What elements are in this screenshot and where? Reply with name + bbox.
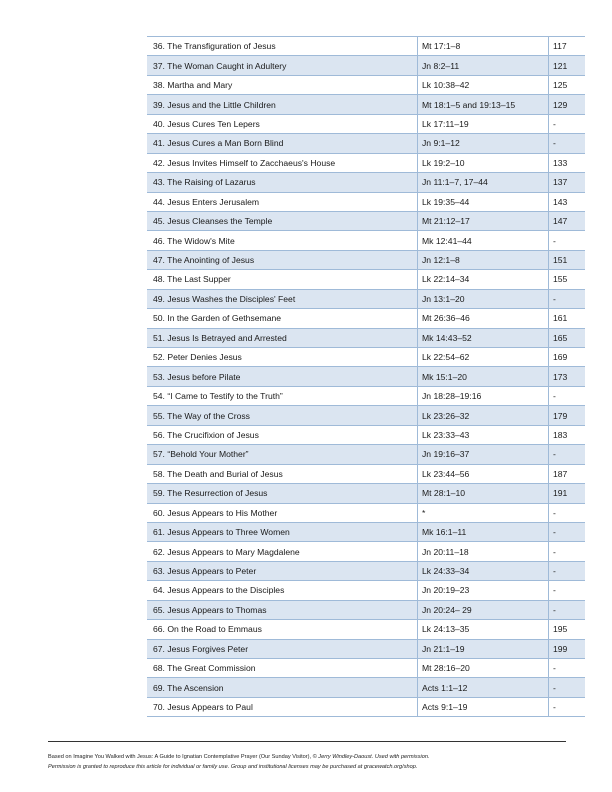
- table-row: [147, 153, 585, 172]
- scripture-reference: Lk 22:14–34: [418, 270, 549, 289]
- scripture-reference: Jn 18:28–19:16: [418, 386, 549, 405]
- table-row: [147, 192, 585, 211]
- passage-title: 45. Jesus Cleanses the Temple: [147, 211, 418, 230]
- page-number: 125: [549, 75, 586, 94]
- footer-book-title: Imagine You Walked with Jesus: A Guide to Ignatian Contemplative Prayer: [73, 754, 258, 760]
- passage-title: 49. Jesus Washes the Disciples' Feet: [147, 289, 418, 308]
- footer-copyright: © Jerry Windley-Daoust. Used with permission.: [312, 754, 430, 760]
- passage-title: 51. Jesus Is Betrayed and Arrested: [147, 328, 418, 347]
- page-number: -: [549, 386, 586, 405]
- page-number: 143: [549, 192, 586, 211]
- table-row: [147, 250, 585, 269]
- page-number: -: [549, 542, 586, 561]
- scripture-reference: Jn 20:19–23: [418, 581, 549, 600]
- table-row: [147, 425, 585, 444]
- scripture-reference: Jn 12:1–8: [418, 250, 549, 269]
- passage-title: 56. The Crucifixion of Jesus: [147, 425, 418, 444]
- table-row: [147, 309, 585, 328]
- page-number: -: [549, 134, 586, 153]
- scripture-reference: Mt 28:16–20: [418, 659, 549, 678]
- page-number: -: [549, 581, 586, 600]
- table-row: [147, 95, 585, 114]
- scripture-reference: Lk 10:38–42: [418, 75, 549, 94]
- table-row: [147, 211, 585, 230]
- table-row: [147, 37, 585, 56]
- table-row: [147, 503, 585, 522]
- page-number: -: [549, 561, 586, 580]
- passage-title: 50. In the Garden of Gethsemane: [147, 309, 418, 328]
- scripture-reference: Lk 23:26–32: [418, 406, 549, 425]
- passage-title: 48. The Last Supper: [147, 270, 418, 289]
- passage-title: 36. The Transfiguration of Jesus: [147, 37, 418, 56]
- scripture-reference: Jn 20:11–18: [418, 542, 549, 561]
- table-row: [147, 659, 585, 678]
- passage-title: 65. Jesus Appears to Thomas: [147, 600, 418, 619]
- footer-permission: Permission is granted to reproduce this article for individual or family use.: [48, 764, 231, 770]
- page-number: -: [549, 289, 586, 308]
- passage-title: 41. Jesus Cures a Man Born Blind: [147, 134, 418, 153]
- table-row: [147, 289, 585, 308]
- table-row: [147, 522, 585, 541]
- page-number: 199: [549, 639, 586, 658]
- page-number: 165: [549, 328, 586, 347]
- footer-publisher: (Our Sunday Visitor),: [257, 754, 313, 760]
- scripture-reference: Lk 23:44–56: [418, 464, 549, 483]
- page-number: 195: [549, 620, 586, 639]
- page-number: 155: [549, 270, 586, 289]
- scripture-reference: Lk 19:2–10: [418, 153, 549, 172]
- passage-title: 38. Martha and Mary: [147, 75, 418, 94]
- scripture-reference: Mt 18:1–5 and 19:13–15: [418, 95, 549, 114]
- table-row: [147, 484, 585, 503]
- page-number: 169: [549, 348, 586, 367]
- scripture-reference: Lk 24:33–34: [418, 561, 549, 580]
- page-number: -: [549, 231, 586, 250]
- footer-line-1: [48, 752, 568, 762]
- passage-title: 69. The Ascension: [147, 678, 418, 697]
- page-number: 121: [549, 56, 586, 75]
- page-number: -: [549, 678, 586, 697]
- page-number: -: [549, 445, 586, 464]
- scripture-reference: Lk 19:35–44: [418, 192, 549, 211]
- table-row: [147, 328, 585, 347]
- page-number: 137: [549, 173, 586, 192]
- scripture-reference: Jn 8:2–11: [418, 56, 549, 75]
- page-number: -: [549, 503, 586, 522]
- passage-title: 43. The Raising of Lazarus: [147, 173, 418, 192]
- footer-notice: [48, 752, 568, 772]
- scripture-reference: Acts 1:1–12: [418, 678, 549, 697]
- passage-title: 68. The Great Commission: [147, 659, 418, 678]
- passage-title: 55. The Way of the Cross: [147, 406, 418, 425]
- passage-title: 59. The Resurrection of Jesus: [147, 484, 418, 503]
- table-row: [147, 134, 585, 153]
- page-number: 173: [549, 367, 586, 386]
- page-number: -: [549, 522, 586, 541]
- table-row: [147, 639, 585, 658]
- table-row: [147, 600, 585, 619]
- table-row: [147, 542, 585, 561]
- passage-title: 60. Jesus Appears to His Mother: [147, 503, 418, 522]
- scripture-reference: Mt 28:1–10: [418, 484, 549, 503]
- scripture-reference: Mt 21:12–17: [418, 211, 549, 230]
- footer-line-2: [48, 762, 568, 772]
- page-number: 191: [549, 484, 586, 503]
- scripture-reference: Mk 14:43–52: [418, 328, 549, 347]
- passage-title: 57. “Behold Your Mother”: [147, 445, 418, 464]
- table-row: [147, 270, 585, 289]
- table-row: [147, 367, 585, 386]
- passage-title: 67. Jesus Forgives Peter: [147, 639, 418, 658]
- page-number: 147: [549, 211, 586, 230]
- table-row: [147, 620, 585, 639]
- scripture-reference: Jn 19:16–37: [418, 445, 549, 464]
- table-row: [147, 445, 585, 464]
- page-number: 179: [549, 406, 586, 425]
- passage-title: 52. Peter Denies Jesus: [147, 348, 418, 367]
- scripture-reference: *: [418, 503, 549, 522]
- page-number: -: [549, 659, 586, 678]
- table-row: [147, 386, 585, 405]
- scripture-reference: Acts 9:1–19: [418, 697, 549, 716]
- passage-title: 47. The Anointing of Jesus: [147, 250, 418, 269]
- page-number: 129: [549, 95, 586, 114]
- scripture-reference: Mk 15:1–20: [418, 367, 549, 386]
- scripture-reference: Jn 9:1–12: [418, 134, 549, 153]
- scripture-reference: Mt 26:36–46: [418, 309, 549, 328]
- passage-title: 39. Jesus and the Little Children: [147, 95, 418, 114]
- scripture-reference: Lk 24:13–35: [418, 620, 549, 639]
- scripture-reference: Jn 13:1–20: [418, 289, 549, 308]
- scripture-reference: Jn 21:1–19: [418, 639, 549, 658]
- page-number: 151: [549, 250, 586, 269]
- passage-title: 64. Jesus Appears to the Disciples: [147, 581, 418, 600]
- passage-table-body: [147, 37, 585, 717]
- page-number: -: [549, 697, 586, 716]
- table-row: [147, 406, 585, 425]
- scripture-reference: Lk 22:54–62: [418, 348, 549, 367]
- footer-based-on: Based on: [48, 754, 74, 760]
- passage-table: [147, 36, 585, 717]
- table-row: [147, 348, 585, 367]
- scripture-reference: Jn 20:24– 29: [418, 600, 549, 619]
- page-number: -: [549, 600, 586, 619]
- passage-title: 54. “I Came to Testify to the Truth”: [147, 386, 418, 405]
- passage-title: 61. Jesus Appears to Three Women: [147, 522, 418, 541]
- scripture-reference: Lk 23:33–43: [418, 425, 549, 444]
- scripture-reference: Jn 11:1–7, 17–44: [418, 173, 549, 192]
- table-row: [147, 581, 585, 600]
- scripture-reference: Mt 17:1–8: [418, 37, 549, 56]
- table-row: [147, 75, 585, 94]
- passage-title: 37. The Woman Caught in Adultery: [147, 56, 418, 75]
- passage-title: 53. Jesus before Pilate: [147, 367, 418, 386]
- table-row: [147, 56, 585, 75]
- page-number: 133: [549, 153, 586, 172]
- table-row: [147, 678, 585, 697]
- passage-title: 58. The Death and Burial of Jesus: [147, 464, 418, 483]
- scripture-reference: Mk 12:41–44: [418, 231, 549, 250]
- passage-title: 66. On the Road to Emmaus: [147, 620, 418, 639]
- page-number: 117: [549, 37, 586, 56]
- passage-title: 46. The Widow's Mite: [147, 231, 418, 250]
- passage-title: 40. Jesus Cures Ten Lepers: [147, 114, 418, 133]
- table-row: [147, 114, 585, 133]
- page-number: 183: [549, 425, 586, 444]
- passage-title: 42. Jesus Invites Himself to Zacchaeus's House: [147, 153, 418, 172]
- page-number: -: [549, 114, 586, 133]
- passage-title: 70. Jesus Appears to Paul: [147, 697, 418, 716]
- footer-licenses: Group and institutional licenses may be purchased at gracewatch.org/shop.: [230, 764, 418, 770]
- page-number: 187: [549, 464, 586, 483]
- scripture-reference: Lk 17:11–19: [418, 114, 549, 133]
- scripture-reference: Mk 16:1–11: [418, 522, 549, 541]
- passage-title: 44. Jesus Enters Jerusalem: [147, 192, 418, 211]
- table-row: [147, 173, 585, 192]
- page-number: 161: [549, 309, 586, 328]
- footer-divider: [48, 741, 566, 742]
- table-row: [147, 697, 585, 716]
- passage-title: 62. Jesus Appears to Mary Magdalene: [147, 542, 418, 561]
- table-row: [147, 561, 585, 580]
- table-row: [147, 464, 585, 483]
- passage-title: 63. Jesus Appears to Peter: [147, 561, 418, 580]
- table-row: [147, 231, 585, 250]
